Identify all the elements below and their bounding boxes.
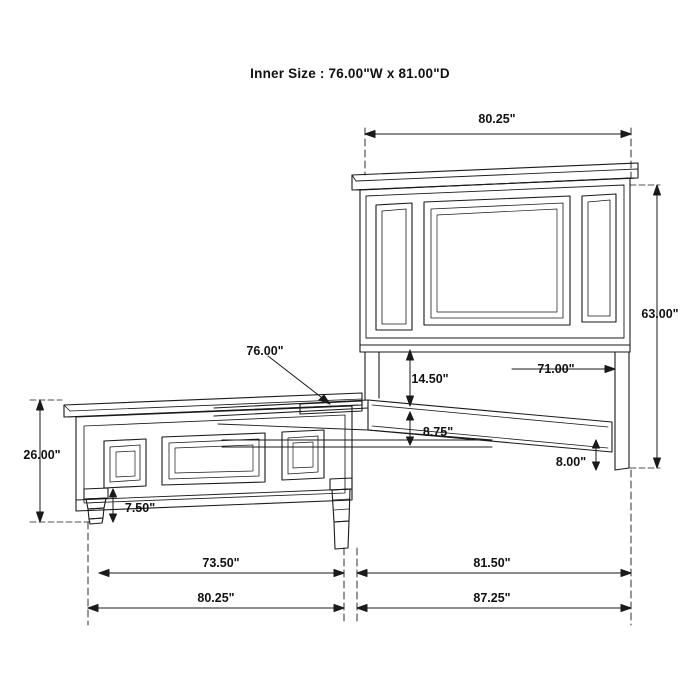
- headboard-base: [360, 345, 630, 352]
- dim-footboard-height: 26.00": [23, 448, 61, 462]
- dim-foot-leg-height: 7.50": [124, 501, 156, 515]
- headboard-panel-left: [376, 203, 412, 330]
- dim-headboard-panel-width: 71.00": [537, 362, 575, 376]
- footboard-leg-left: [84, 488, 108, 524]
- dim-side-rail-height: 8.00": [555, 455, 587, 469]
- dim-slat-height: 8.75": [422, 425, 454, 439]
- dim-footboard-width: 73.50": [202, 556, 240, 570]
- headboard-panel-center: [424, 196, 570, 325]
- headboard-panel-right: [582, 194, 616, 322]
- headboard-body: [360, 178, 630, 345]
- slat-line-lower: [218, 424, 368, 430]
- dim-headboard-height: 63.00": [641, 307, 679, 321]
- dim-overall-footboard-width: 80.25": [197, 591, 235, 605]
- page-title: Inner Size : 76.00"W x 81.00"D: [250, 66, 450, 81]
- dim-side-rail-length: 81.50": [473, 556, 511, 570]
- dim-rail-to-headboard: 14.50": [411, 372, 449, 386]
- dim-overall-depth: 87.25": [473, 591, 511, 605]
- footboard-leg-right: [330, 478, 352, 549]
- dim-headboard-width: 80.25": [478, 112, 516, 126]
- dim-center-support-length: 76.00": [246, 344, 284, 358]
- footboard-body: [76, 406, 352, 511]
